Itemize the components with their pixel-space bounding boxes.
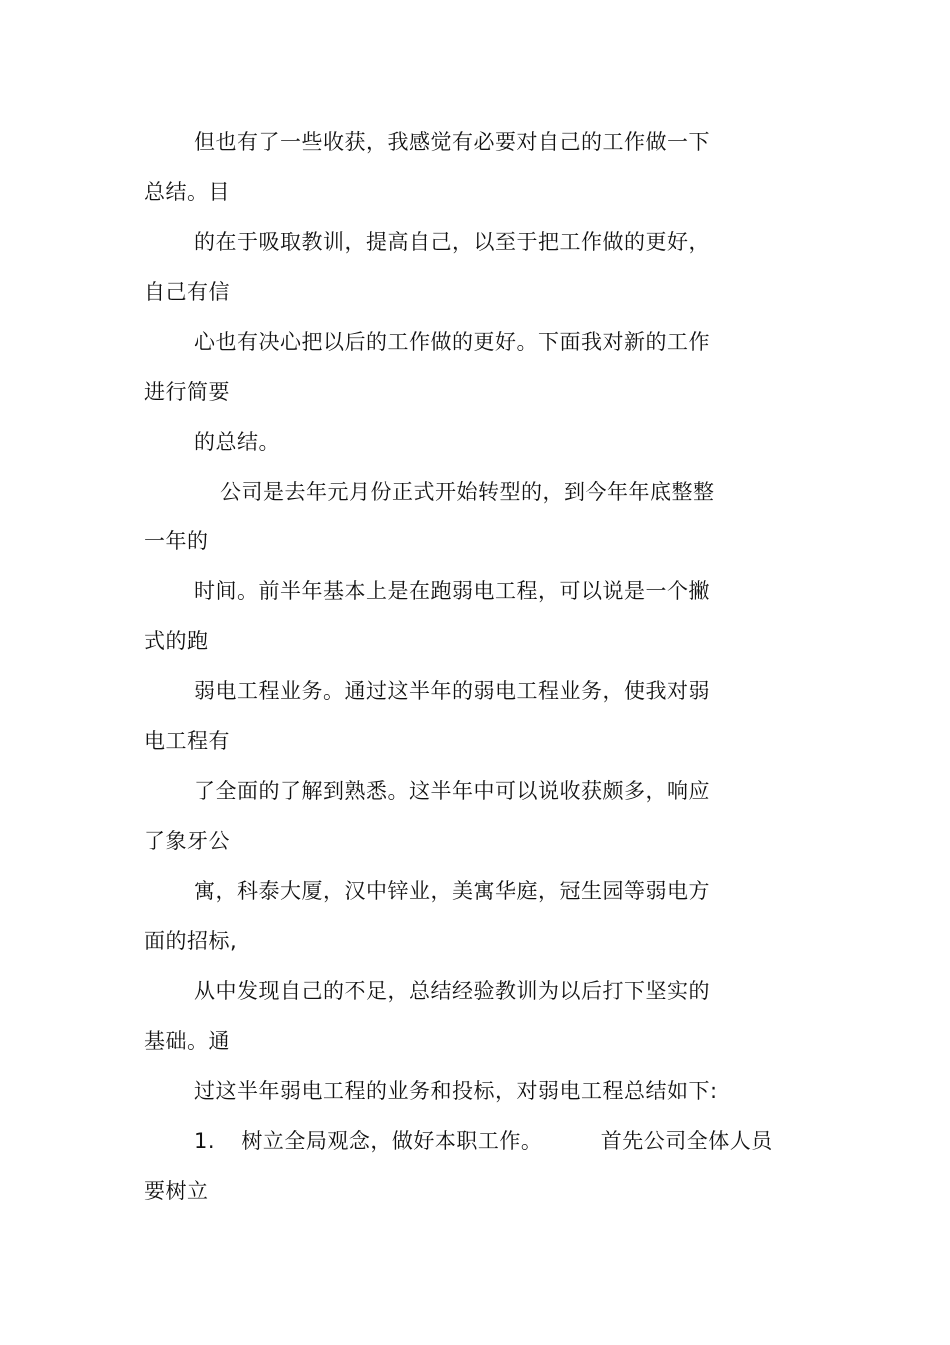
text-line: 自己有信 — [144, 280, 230, 304]
text-line: 面的招标, — [144, 929, 238, 953]
text-line: 电工程有 — [144, 729, 230, 753]
list-item-heading: 树立全局观念，做好本职工作。 — [241, 1129, 543, 1153]
text-line: 但也有了一些收获，我感觉有必要对自己的工作做一下 — [194, 130, 710, 154]
text-line: 基础。通 — [144, 1029, 230, 1053]
text-line: 式的跑 — [144, 629, 209, 653]
list-item-number: 1. — [194, 1129, 216, 1153]
text-line: 过这半年弱电工程的业务和投标，对弱电工程总结如下: — [194, 1079, 718, 1103]
text-line: 了象牙公 — [144, 829, 230, 853]
text-line: 时间。前半年基本上是在跑弱电工程，可以说是一个撇 — [194, 579, 710, 603]
text-line: 寓，科泰大厦，汉中锌业，美寓华庭，冠生园等弱电方 — [194, 879, 710, 903]
text-line: 进行简要 — [144, 380, 230, 404]
text-line: 的总结。 — [194, 430, 280, 454]
text-line: 一年的 — [144, 529, 209, 553]
text-line: 总结。目 — [144, 180, 230, 204]
text-line: 弱电工程业务。通过这半年的弱电工程业务，使我对弱 — [194, 679, 710, 703]
list-item-text: 首先公司全体人员 — [600, 1129, 773, 1153]
text-line: 了全面的了解到熟悉。这半年中可以说收获颇多，响应 — [194, 779, 710, 803]
text-line: 心也有决心把以后的工作做的更好。下面我对新的工作 — [194, 330, 710, 354]
text-line: 公司是去年元月份正式开始转型的，到今年年底整整 — [220, 480, 715, 504]
text-line: 从中发现自己的不足，总结经验教训为以后打下坚实的 — [194, 979, 710, 1003]
text-line: 的在于吸取教训，提高自己，以至于把工作做的更好， — [194, 230, 710, 254]
list-item-1 — [194, 1126, 773, 1156]
text-line: 要树立 — [144, 1179, 209, 1203]
